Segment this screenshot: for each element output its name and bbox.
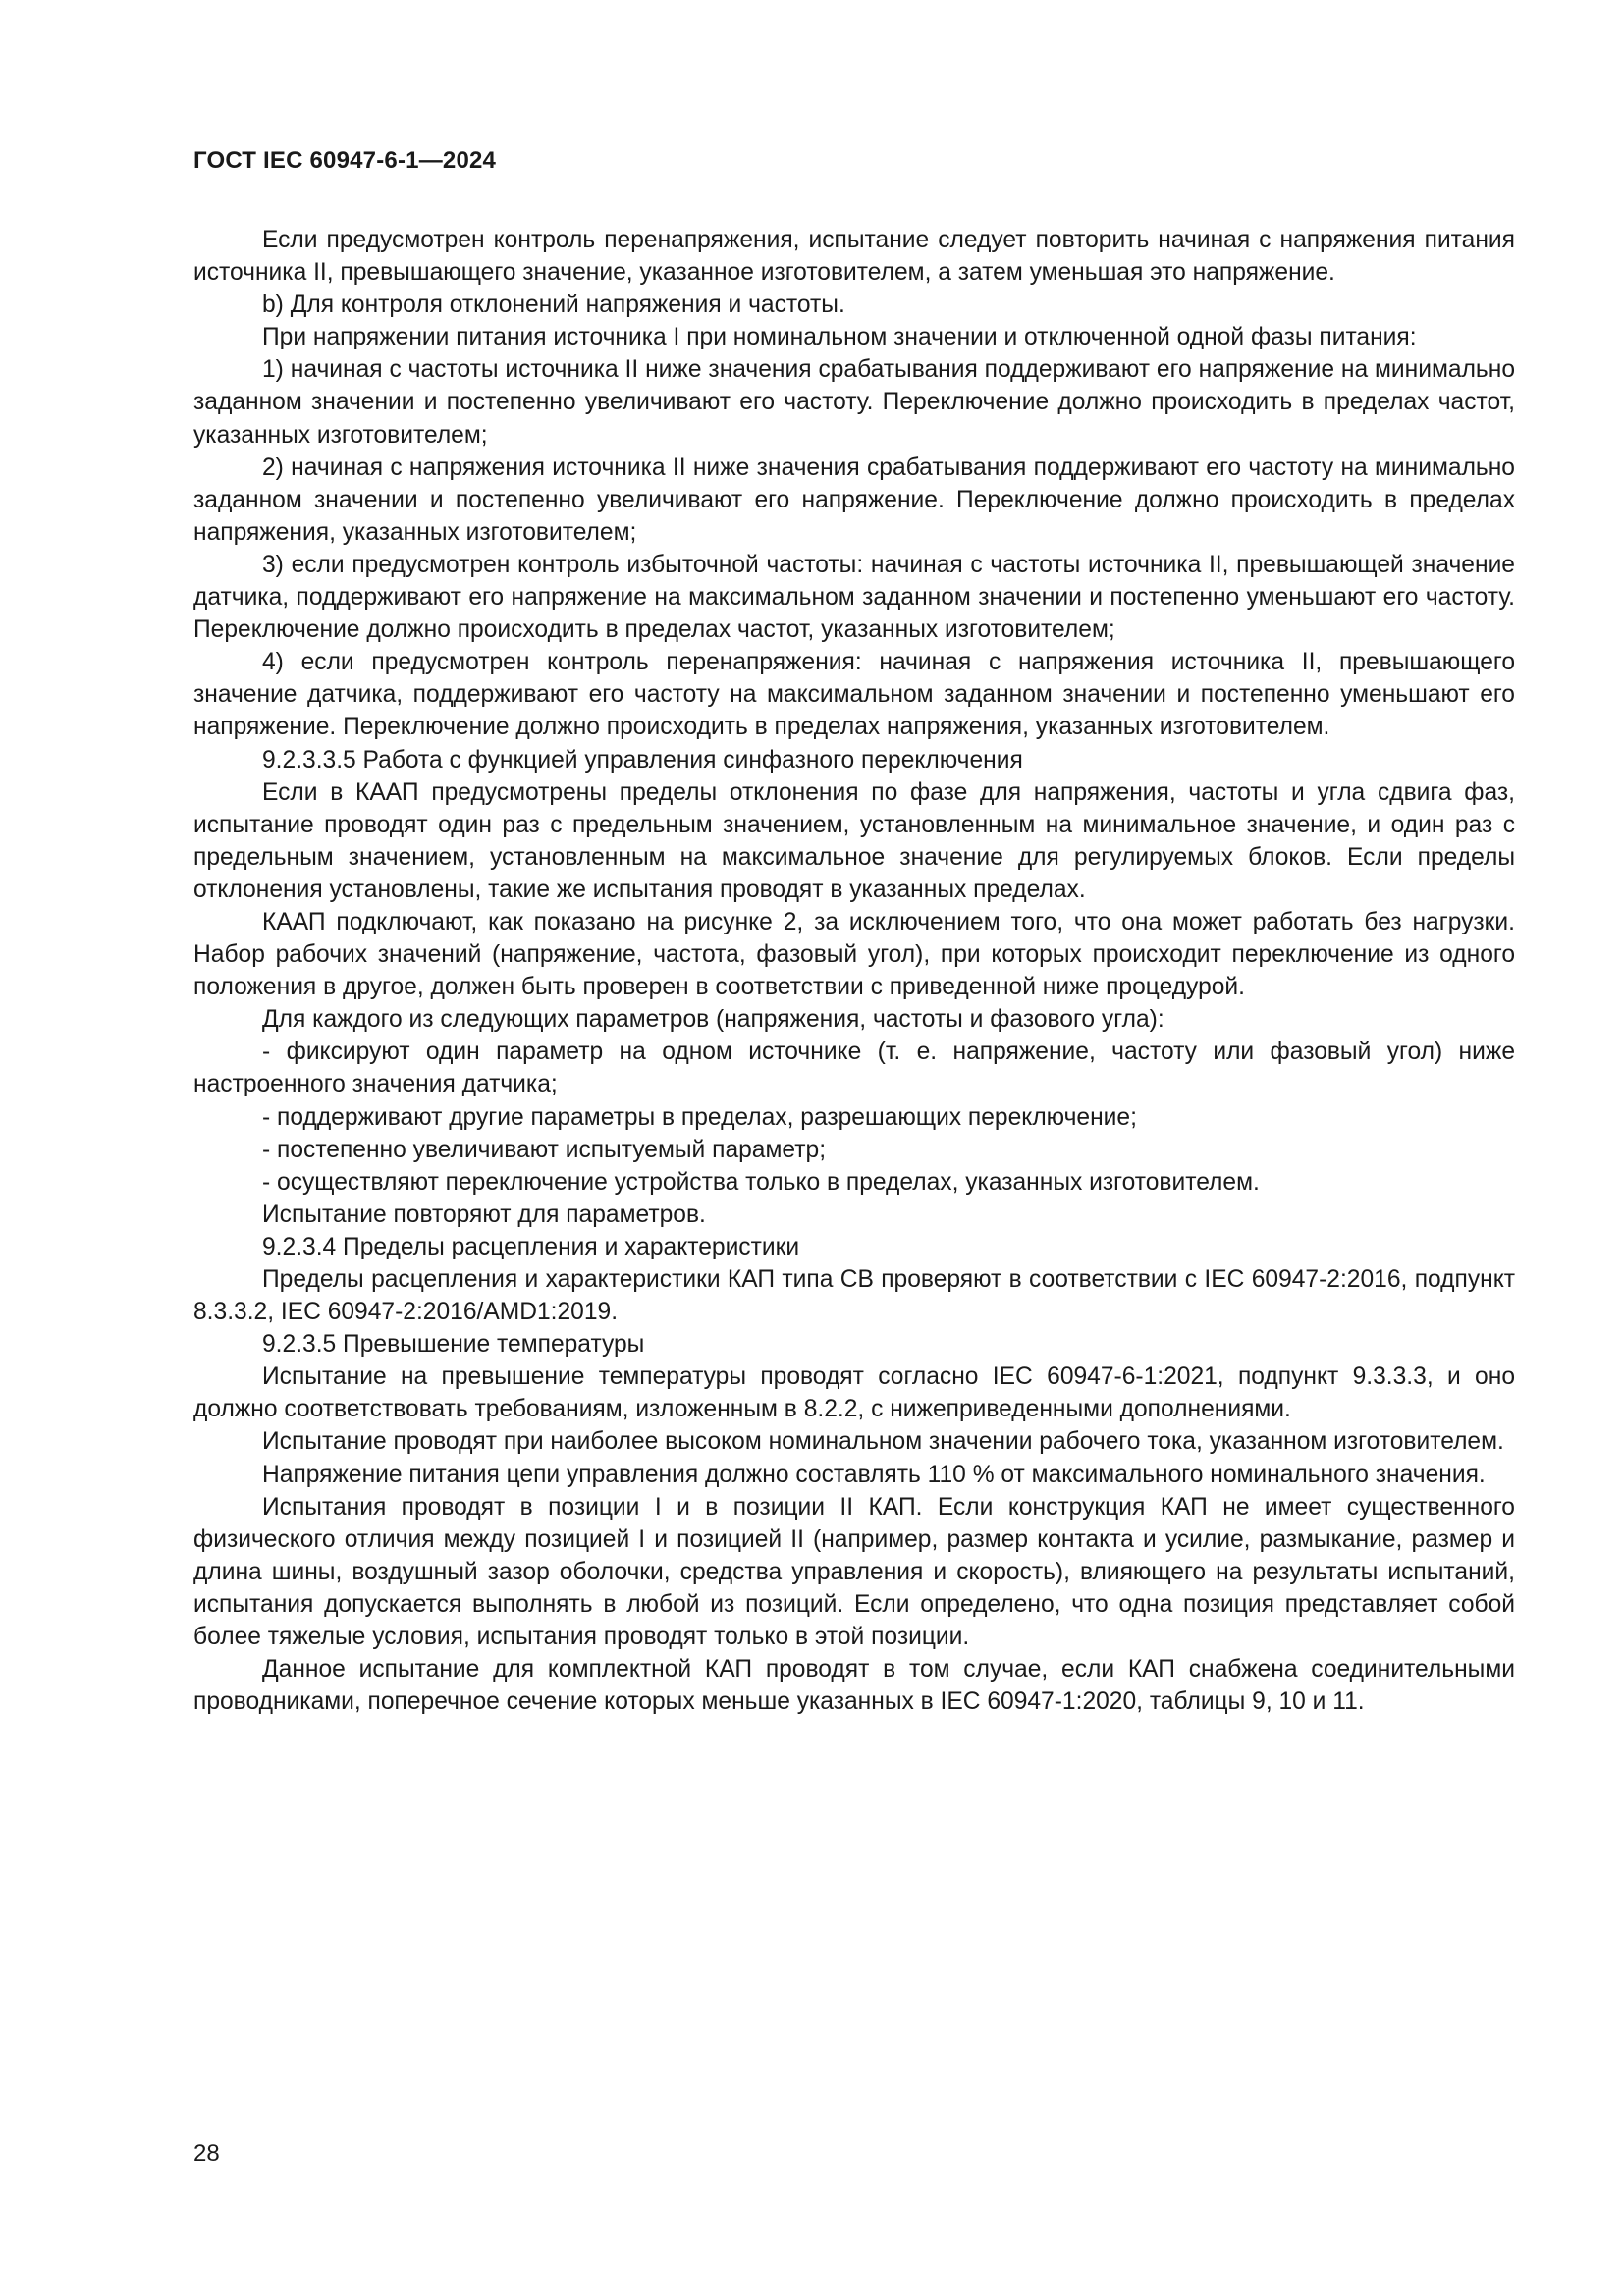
- list-item: - поддерживают другие параметры в пределах, разрешающих переключение;: [262, 1103, 1137, 1131]
- list-item: - осуществляют переключение устройства только в пределах, указанных изготовителем.: [262, 1168, 1260, 1196]
- paragraph: Если в КААП предусмотрены пределы отклонения по фазе для напряжения, частоты и угла сдвига фаз, испытание проводят один раз с предельным значением, установленным на минимальное значение, и один раз с предельным значением, установленным на максимальное значение для регулируемых блоков. Если пределы отклонения установлены, такие же испытания проводят в указанных пределах.: [193, 778, 1515, 903]
- document-header: ГОСТ IEC 60947-6-1—2024: [193, 147, 497, 174]
- section-heading: 9.2.3.4 Пределы расцепления и характеристики: [262, 1233, 800, 1260]
- list-item: 4) если предусмотрен контроль перенапряжения: начиная с напряжения источника II, превышающего значение датчика, поддерживают его частоту на максимальном заданном значении и постепенно уменьшают его напряжение. Переключение должно происходить в пределах напряжения, указанных изготовителем.: [193, 649, 1515, 741]
- section-heading: 9.2.3.5 Превышение температуры: [262, 1331, 645, 1359]
- paragraph: Данное испытание для комплектной КАП проводят в том случае, если КАП снабжена соединительными проводниками, поперечное сечение которых меньше указанных в IEC 60947-1:2020, таблицы 9, 10 и 11.: [193, 1656, 1515, 1716]
- document-body: [193, 224, 1515, 1718]
- list-item: 1) начиная с частоты источника II ниже значения срабатывания поддерживают его напряжение на минимально заданном значении и постепенно увеличивают его частоту. Переключение должно происходить в пределах частот, указанных изготовителем;: [193, 356, 1515, 449]
- paragraph: b) Для контроля отклонений напряжения и частоты.: [262, 292, 845, 319]
- paragraph: Пределы расцепления и характеристики КАП типа СВ проверяют в соответствии с IEC 60947-2:2016, подпункт 8.3.3.2, IEC 60947-2:2016/AMD1:2019.: [193, 1266, 1515, 1326]
- section-heading: 9.2.3.3.5 Работа с функцией управления синфазного переключения: [262, 746, 1023, 774]
- list-item: 3) если предусмотрен контроль избыточной частоты: начиная с частоты источника II, превышающей значение датчика, поддерживают его напряжение на максимальном заданном значении и постепенно уменьшают его частоту. Переключение должно происходить в пределах частот, указанных изготовителем;: [193, 551, 1515, 644]
- paragraph: Напряжение питания цепи управления должно составлять 110 % от максимального номинального значения.: [262, 1461, 1486, 1488]
- paragraph: Испытание на превышение температуры проводят согласно IEC 60947-6-1:2021, подпункт 9.3.3.3, и оно должно соответствовать требованиям, изложенным в 8.2.2, с нижеприведенными дополнениями.: [193, 1363, 1515, 1423]
- paragraph: Испытание проводят при наиболее высоком номинальном значении рабочего тока, указанном изготовителем.: [262, 1428, 1504, 1456]
- paragraph: При напряжении питания источника I при номинальном значении и отключенной одной фазы питания:: [262, 324, 1417, 351]
- paragraph: Для каждого из следующих параметров (напряжения, частоты и фазового угла):: [262, 1006, 1164, 1034]
- paragraph: Испытания проводят в позиции I и в позиции II КАП. Если конструкция КАП не имеет существенного физического отличия между позицией I и позицией II (например, размер контакта и усилие, размыкание, размер и длина шины, воздушный зазор оболочки, средства управления и скорость), влияющего на результаты испытаний, испытания допускается выполнять в любой из позиций. Если определено, что одна позиция представляет собой более тяжелые условия, испытания проводят только в этой позиции.: [193, 1493, 1515, 1651]
- paragraph: Испытание повторяют для параметров.: [262, 1201, 706, 1228]
- list-item: 2) начиная с напряжения источника II ниже значения срабатывания поддерживают его частоту на минимально заданном значении и постепенно увеличивают его напряжение. Переключение должно происходить в пределах напряжения, указанных изготовителем;: [193, 454, 1515, 546]
- page-number: 28: [193, 2140, 220, 2166]
- paragraph: Если предусмотрен контроль перенапряжения, испытание следует повторить начиная с напряжения питания источника II, превышающего значение, указанное изготовителем, а затем уменьшая это напряжение.: [193, 227, 1515, 287]
- list-item: - фиксируют один параметр на одном источнике (т. е. напряжение, частоту или фазовый угол) ниже настроенного значения датчика;: [193, 1039, 1515, 1098]
- list-item: - постепенно увеличивают испытуемый параметр;: [262, 1136, 827, 1163]
- paragraph: КААП подключают, как показано на рисунке 2, за исключением того, что она может работать без нагрузки. Набор рабочих значений (напряжение, частота, фазовый угол), при которых происходит переключение из одного положения в другое, должен быть проверен в соответствии с приведенной ниже процедурой.: [193, 908, 1515, 1001]
